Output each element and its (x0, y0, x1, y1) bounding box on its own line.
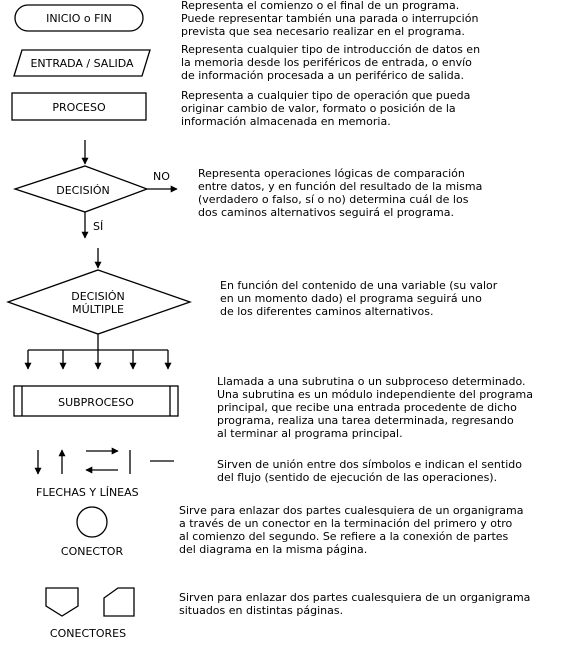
off-page-connector-symbol (104, 588, 134, 616)
off-page-connector-symbol (46, 588, 78, 616)
terminator-description: Representa el comienzo o el final de un programa. Puede representar también una parada o interrupción prevista que sea necesario realizar en el programa. (181, 0, 479, 38)
decision-label: DECISIÓN (56, 184, 110, 197)
arrows-lines-label: FLECHAS Y LÍNEAS (36, 486, 139, 499)
terminator-row (15, 0, 482, 38)
input-output-label: ENTRADA / SALIDA (30, 57, 134, 70)
process-label: PROCESO (52, 101, 106, 114)
input-output-row (14, 43, 484, 82)
subprocess-label: SUBPROCESO (58, 396, 134, 409)
connector-symbol (77, 507, 107, 537)
connector-row (61, 504, 527, 558)
decision-no-label: NO (153, 170, 170, 183)
connector-description: Sirve para enlazar dos partes cualesquiera de un organigrama a través de un conector en la terminación del primero y otro al comienzo del segundo. Se refiere a la conexión de partes del diagrama en la misma página. (179, 504, 524, 556)
multiple-decision-description: En función del contenido de una variable (su valor en un momento dado) el programa seguirá uno de los diferentes caminos alternativos. (220, 279, 498, 318)
multiple-decision-label: DECISIÓN (71, 290, 125, 303)
input-output-description: Representa cualquier tipo de introducción de datos en la memoria desde los periféricos de entrada, o envío de información procesada a un periférico de salida. (181, 43, 481, 82)
off-page-connectors-description: Sirven para enlazar dos partes cualesquiera de un organigrama situados en distintas páginas. (179, 591, 531, 617)
arrows-lines-description: Sirven de unión entre dos símbolos e indican el sentido del flujo (sentido de ejecución de las operaciones). (217, 458, 522, 484)
process-description: Representa a cualquier tipo de operación que pueda originar cambio de valor, formato o posición de la información almacenada en memoria. (181, 89, 471, 128)
decision-row (15, 140, 486, 238)
decision-description: Representa operaciones lógicas de comparación entre datos, y en función del resultado de la misma (verdadero o falso, sí o no) determina cuál de los dos caminos alternativos seguirá el programa. (198, 167, 483, 219)
multiple-decision-row (8, 248, 501, 369)
terminator-label: INICIO o FIN (46, 12, 112, 25)
off-page-connectors-label: CONECTORES (49, 627, 127, 640)
multiple-decision-label-line2: MÚLTIPLE (72, 303, 124, 316)
arrows-lines-row (36, 450, 525, 499)
decision-yes-label: SÍ (93, 220, 104, 233)
subprocess-description: Llamada a una subrutina o un subproceso determinado. Una subrutina es un módulo independiente del programa principal, que recibe una entrada procedente de dicho programa, realiza una tarea determinada, regresando al terminar al programa principal. (217, 375, 533, 440)
connector-label: CONECTOR (60, 545, 124, 558)
off-page-connectors-row (46, 588, 534, 640)
subprocess-row (14, 375, 537, 440)
process-row (12, 89, 474, 128)
